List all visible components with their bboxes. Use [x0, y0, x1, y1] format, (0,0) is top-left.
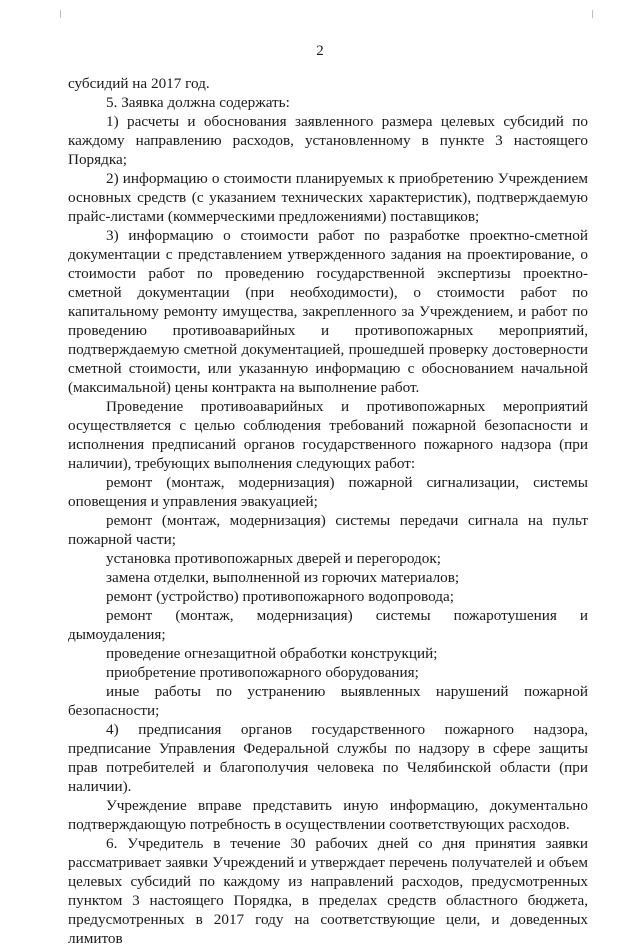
document-body	[68, 74, 588, 948]
paragraph: ремонт (монтаж, модернизация) системы пожаротушения и дымоудаления;	[68, 607, 588, 643]
paragraph: Учреждение вправе представить иную информацию, документально подтверждающую потребность в осуществлении соответствующих расходов.	[68, 797, 588, 833]
paragraph: ремонт (устройство) противопожарного водопровода;	[106, 588, 454, 605]
paragraph: 4) предписания органов государственного пожарного надзора, предписание Управления Федеральной службы по надзору в сфере защиты прав потребителей и благополучия человека по Челябинской области (при наличии).	[68, 721, 588, 795]
scan-mark-left	[60, 10, 61, 18]
paragraph: 1) расчеты и обоснования заявленного размера целевых субсидий по каждому направлению расходов, установленному в пункте 3 настоящего Порядка;	[68, 113, 588, 168]
scan-mark-right	[592, 10, 593, 18]
paragraph: проведение огнезащитной обработки конструкций;	[106, 645, 438, 662]
paragraph: иные работы по устранению выявленных нарушений пожарной безопасности;	[68, 683, 588, 719]
page-number: 2	[316, 43, 324, 59]
paragraph: ремонт (монтаж, модернизация) пожарной сигнализации, системы оповещения и управления эвакуацией;	[68, 474, 588, 510]
paragraph: ремонт (монтаж, модернизация) системы передачи сигнала на пульт пожарной части;	[68, 512, 588, 548]
paragraph: приобретение противопожарного оборудования;	[106, 664, 419, 681]
paragraph: установка противопожарных дверей и перегородок;	[106, 550, 441, 567]
paragraph: 2) информацию о стоимости планируемых к приобретению Учреждением основных средств (с указанием технических характеристик), подтверждаемую прайс-листами (коммерческими предложениями) поставщиков;	[68, 170, 588, 225]
paragraph: Проведение противоаварийных и противопожарных мероприятий осуществляется с целью соблюдения требований пожарной безопасности и исполнения предписаний органов государственного пожарного надзора (при наличии), требующих выполнения следующих работ:	[68, 398, 588, 472]
paragraph: 5. Заявка должна содержать:	[106, 94, 290, 111]
paragraph: субсидий на 2017 год.	[68, 75, 210, 92]
paragraph: 3) информацию о стоимости работ по разработке проектно-сметной документации с представлением утвержденного задания на проектирование, о стоимости работ по проведению государственной экспертизы проектно-сметной документации (при необходимости), о стоимости работ по капитальному ремонту имущества, закрепленного за Учреждением, и работ по проведению противоаварийных и противопожарных мероприятий, подтверждаемую сметной документацией, прошедшей проверку достоверности сметной стоимости, или указанную информацию с обоснованием начальной (максимальной) цены контракта на выполнение работ.	[68, 227, 588, 396]
paragraph: 6. Учредитель в течение 30 рабочих дней со дня принятия заявки рассматривает заявки Учреждений и утверждает перечень получателей и объем целевых субсидий по каждому из направлений расходов, предусмотренных пунктом 3 настоящего Порядка, в пределах средств областного бюджета, предусмотренных в 2017 году на соответствующие цели, и доведенных лимитов	[68, 835, 588, 947]
paragraph: замена отделки, выполненной из горючих материалов;	[106, 569, 460, 586]
